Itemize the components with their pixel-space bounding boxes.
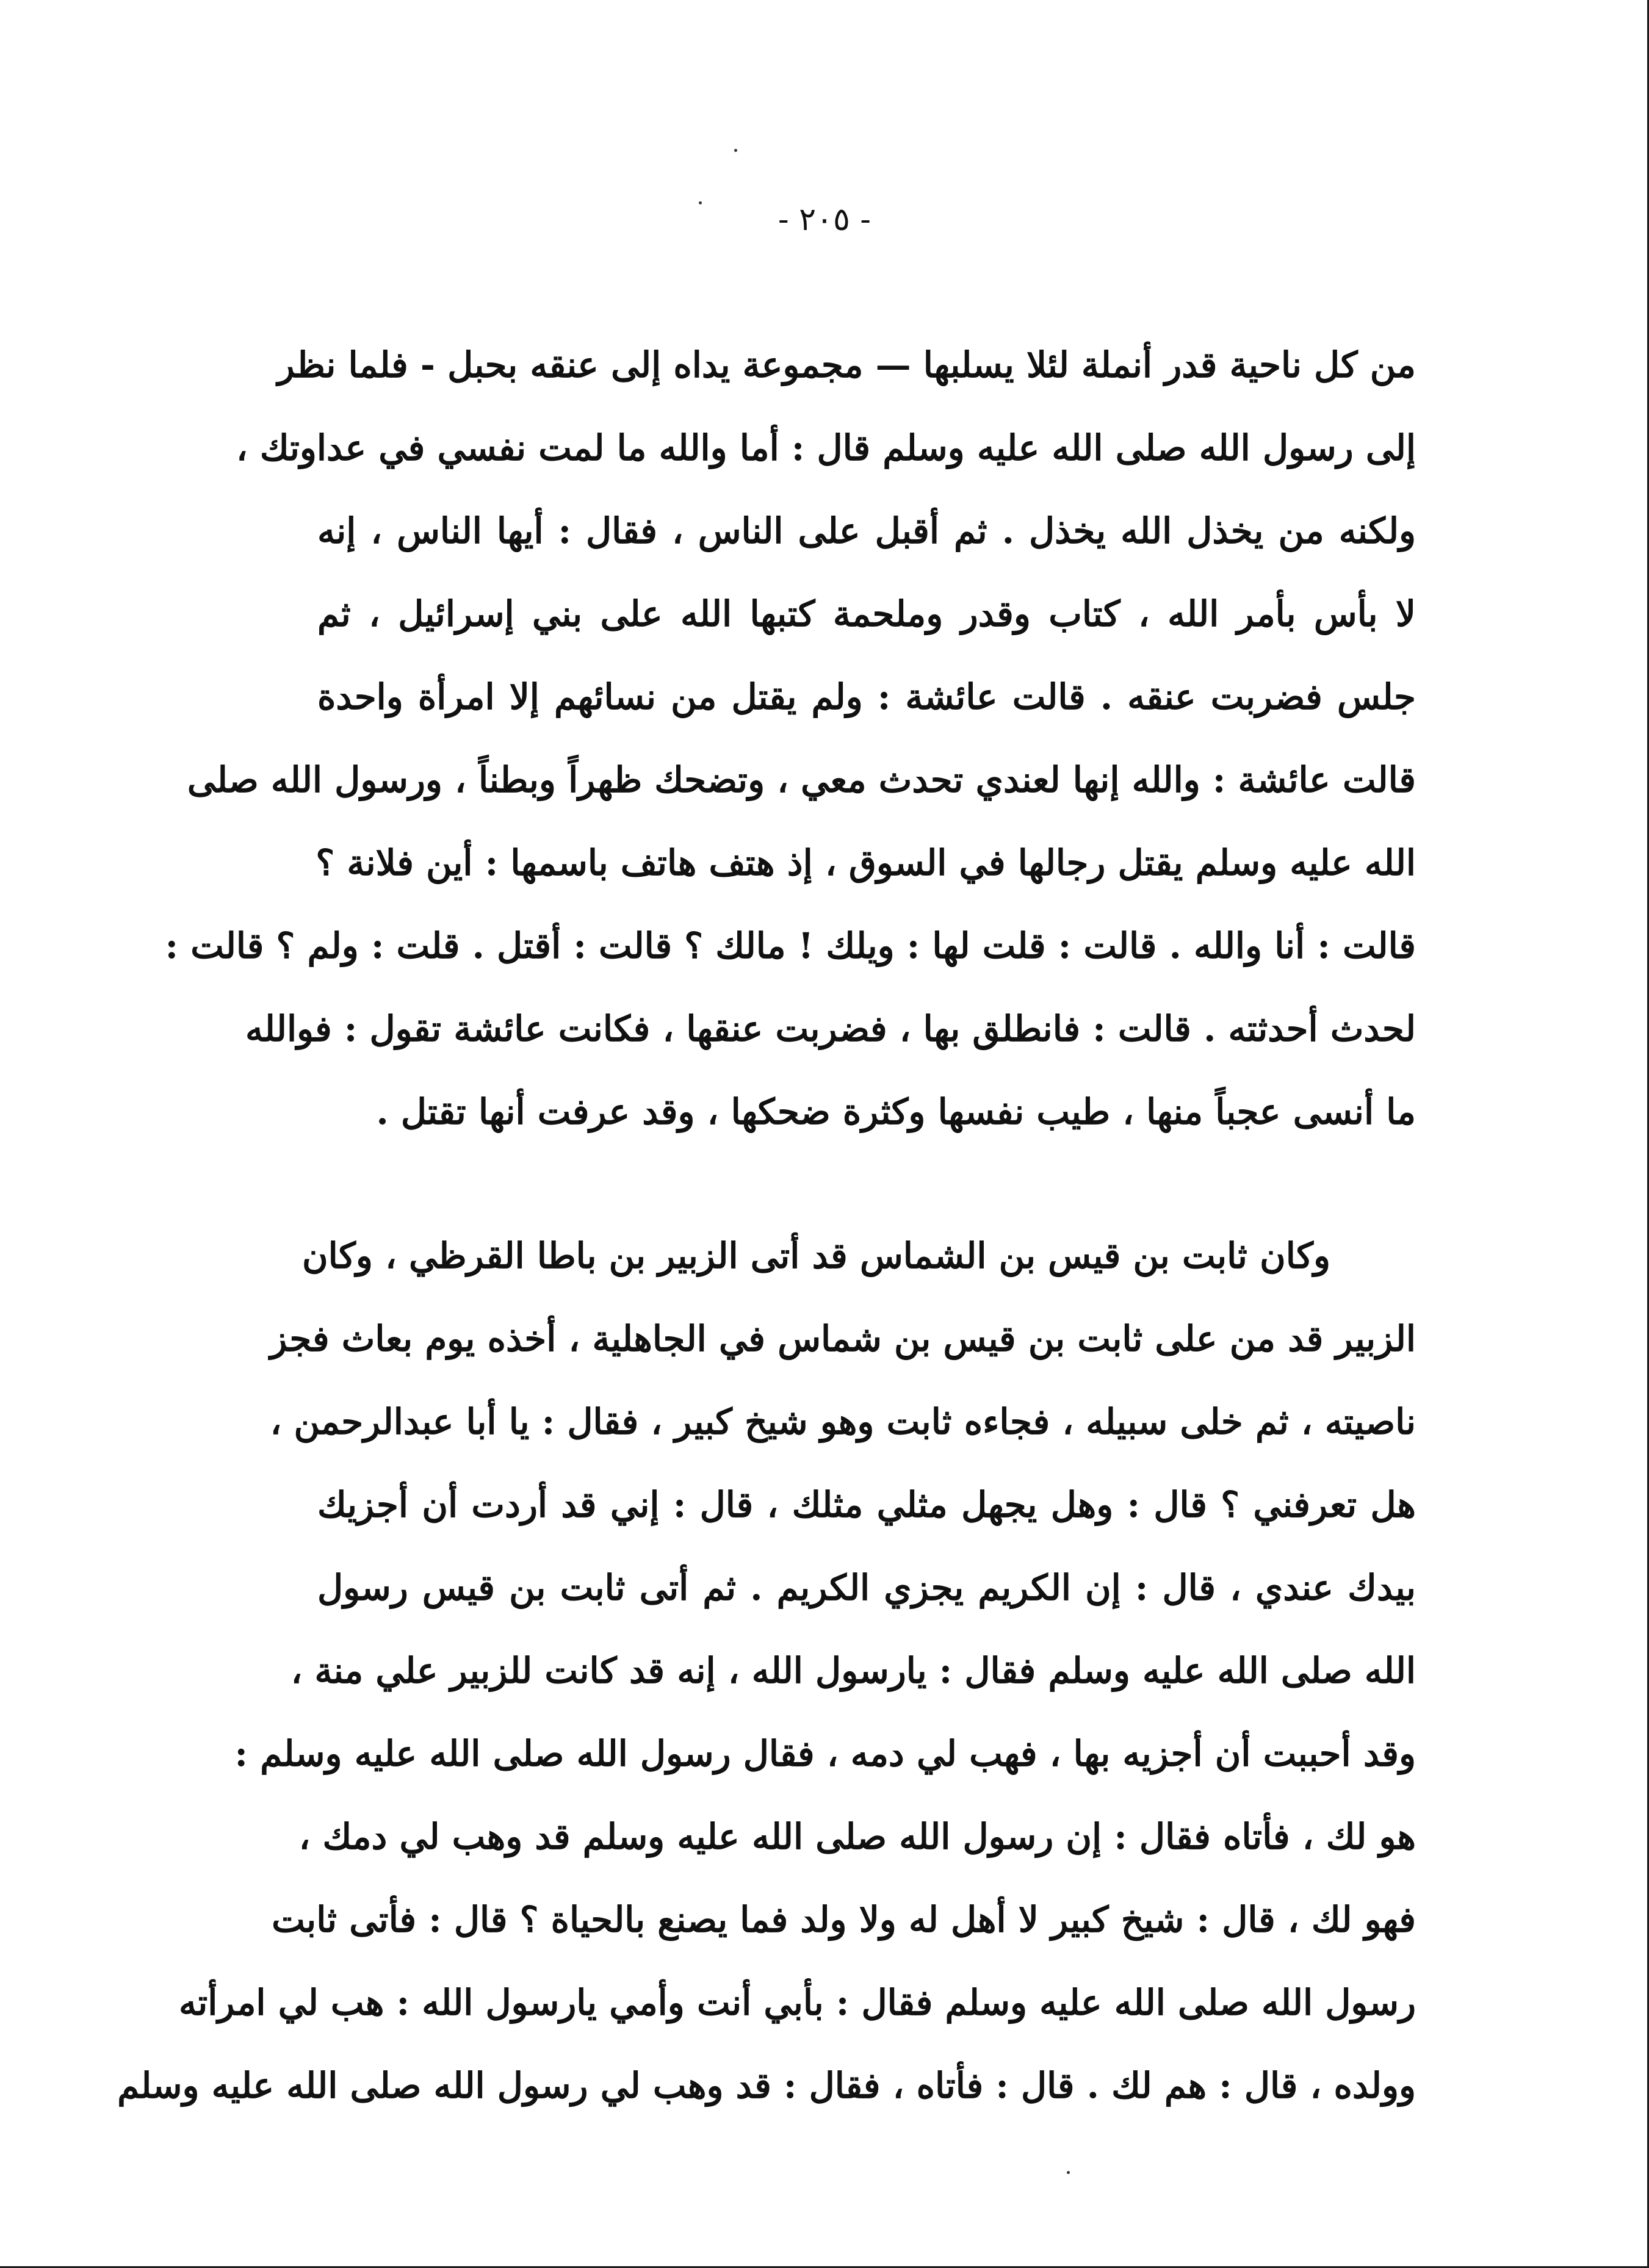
- text-line: الزبير قد من على ثابت بن قيس بن شماس في الجاهلية ، أخذه يوم بعاث فجز: [270, 1318, 1416, 1359]
- scan-speck: [734, 149, 737, 152]
- text-line: وقد أحببت أن أجزيه بها ، فهب لي دمه ، فقال رسول الله صلى الله عليه وسلم :: [234, 1733, 1416, 1774]
- text-line: قالت عائشة : والله إنها لعندي تحدث معي ، وتضحك ظهراً وبطناً ، ورسول الله صلى: [187, 759, 1416, 801]
- text-line: وولده ، قال : هم لك . قال : فأتاه ، فقال : قد وهب لي رسول الله صلى الله عليه وسلم: [117, 2065, 1416, 2106]
- scan-speck: [1067, 2171, 1070, 2174]
- text-line: من كل ناحية قدر أنملة لئلا يسلبها — مجموعة يداه إلى عنقه بحبل - فلما نظر: [277, 344, 1416, 386]
- text-line: لحدث أحدثته . قالت : فانطلق بها ، فضربت عنقها ، فكانت عائشة تقول : فوالله: [245, 1008, 1416, 1049]
- text-line: هل تعرفني ؟ قال : وهل يجهل مثلي مثلك ، قال : إني قد أردت أن أجزيك: [317, 1484, 1416, 1525]
- text-line: إلى رسول الله صلى الله عليه وسلم قال : أما والله ما لمت نفسي في عداوتك ،: [236, 427, 1416, 469]
- text-line: ناصيته ، ثم خلى سبيله ، فجاءه ثابت وهو شيخ كبير ، فقال : يا أبا عبدالرحمن ،: [270, 1401, 1416, 1442]
- text-line: ولكنه من يخذل الله يخذل . ثم أقبل على الناس ، فقال : أيها الناس ، إنه: [317, 510, 1416, 552]
- text-line: لا بأس بأمر الله ، كتاب وقدر وملحمة كتبها الله على بني إسرائيل ، ثم: [317, 593, 1416, 635]
- text-line: هو لك ، فأتاه فقال : إن رسول الله صلى الله عليه وسلم قد وهب لي دمك ،: [298, 1816, 1416, 1857]
- paragraph-2: [117, 1214, 1416, 2127]
- text-line: قالت : أنا والله . قالت : قلت لها : ويلك ! مالك ؟ قالت : أقتل . قلت : ولم ؟ قالت :: [165, 925, 1416, 967]
- text-line: الله عليه وسلم يقتل رجالها في السوق ، إذ هتف هاتف باسمها : أين فلانة ؟: [316, 842, 1416, 884]
- page-number: - ٢٠٥ -: [778, 201, 871, 238]
- text-line: رسول الله صلى الله عليه وسلم فقال : بأبي أنت وأمي يارسول الله : هب لي امرأته: [179, 1982, 1416, 2023]
- text-line: ما أنسى عجباً منها ، طيب نفسها وكثرة ضحكها ، وقد عرفت أنها تقتل .: [376, 1091, 1416, 1132]
- text-line: بيدك عندي ، قال : إن الكريم يجزي الكريم . ثم أتى ثابت بن قيس رسول: [317, 1567, 1416, 1608]
- text-line: جلس فضربت عنقه . قالت عائشة : ولم يقتل من نسائهم إلا امرأة واحدة: [317, 676, 1416, 718]
- text-line: وكان ثابت بن قيس بن الشماس قد أتى الزبير بن باطا القرظي ، وكان: [302, 1235, 1330, 1276]
- paragraph-1: [165, 323, 1416, 1153]
- text-line: فهو لك ، قال : شيخ كبير لا أهل له ولا ولد فما يصنع بالحياة ؟ قال : فأتى ثابت: [272, 1899, 1416, 1940]
- text-line: الله صلى الله عليه وسلم فقال : يارسول الله ، إنه قد كانت للزبير علي منة ،: [290, 1650, 1416, 1691]
